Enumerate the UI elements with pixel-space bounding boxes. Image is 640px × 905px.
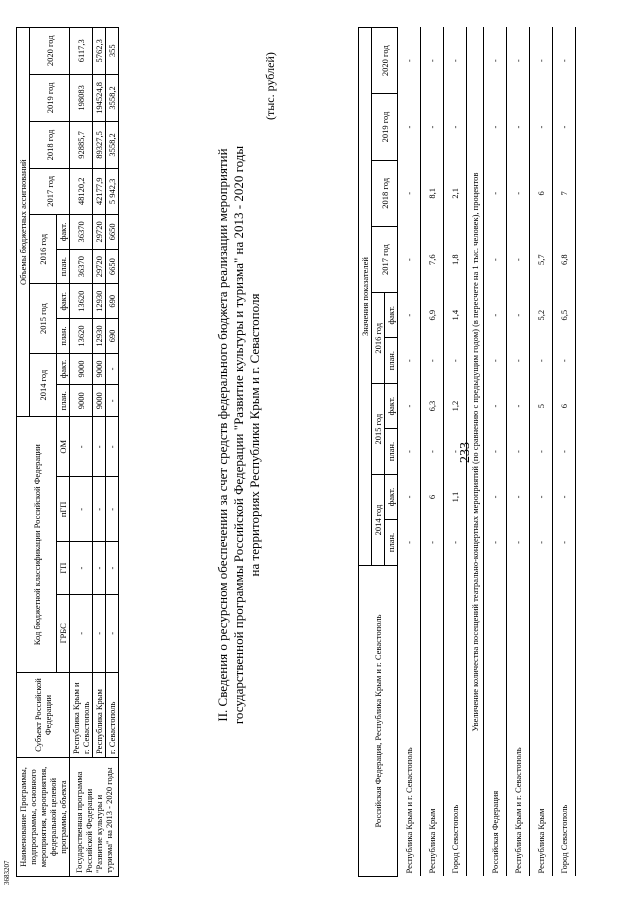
amount-cell: 9000 bbox=[70, 353, 93, 384]
code-cell: - bbox=[70, 594, 93, 672]
section-title-line: на территориях Республики Крым и г. Севастополя bbox=[247, 293, 262, 577]
program-name: Государственная программа Российской Федерации "Развитие культуры и туризма" на 2013 - 2020 годы bbox=[70, 758, 119, 877]
row-value: 1,8 bbox=[444, 226, 467, 292]
row-value: - bbox=[553, 94, 576, 160]
row-value: - bbox=[507, 94, 530, 160]
volumes-header: Объемы бюджетных ассигнований bbox=[17, 28, 30, 417]
indicators-table bbox=[358, 27, 576, 877]
table-row bbox=[70, 28, 93, 877]
amount-cell: - bbox=[106, 385, 119, 417]
row-value: - bbox=[421, 428, 444, 474]
code-cell: - bbox=[70, 477, 93, 542]
row-value: - bbox=[484, 226, 507, 292]
row-value: - bbox=[398, 384, 421, 429]
amount-cell: 355 bbox=[106, 28, 119, 75]
amount-cell: 6650 bbox=[106, 249, 119, 284]
table-row bbox=[553, 28, 576, 877]
row-value: - bbox=[398, 226, 421, 292]
row-value: - bbox=[507, 428, 530, 474]
subject-cell: г. Севастополь bbox=[106, 673, 119, 758]
row-value: - bbox=[421, 338, 444, 384]
row-name: Город Севастополь bbox=[444, 566, 467, 877]
year-header: 2016 год bbox=[372, 293, 385, 384]
code-cell: - bbox=[93, 542, 106, 594]
year-header: 2018 год bbox=[372, 160, 398, 226]
row-value: - bbox=[421, 519, 444, 565]
amount-cell: 9000 bbox=[70, 385, 93, 417]
row-value: - bbox=[507, 338, 530, 384]
plan-header: план. bbox=[385, 519, 398, 565]
indicator-title-row: Увеличение количества посещений театрально-концертных мероприятий (по сравнению с предыдущим годом) (в пересчете на 1 тыс. человек), процентов bbox=[467, 28, 484, 877]
amount-cell: 36370 bbox=[70, 215, 93, 250]
row-value: 5,2 bbox=[530, 293, 553, 338]
row-value: - bbox=[507, 475, 530, 520]
row-name: Российская Федерация bbox=[484, 566, 507, 877]
year-header: 2019 год bbox=[372, 94, 398, 160]
subject-cell: Республика Крым bbox=[93, 673, 106, 758]
table-row bbox=[444, 28, 467, 877]
row-value: - bbox=[553, 28, 576, 94]
row-value: - bbox=[398, 293, 421, 338]
plan-header: план. bbox=[57, 319, 70, 354]
amount-cell: 36370 bbox=[70, 249, 93, 284]
fact-header: факт. bbox=[385, 475, 398, 520]
row-value: - bbox=[553, 475, 576, 520]
fact-header: факт. bbox=[57, 353, 70, 384]
section-title bbox=[215, 115, 263, 755]
name-header: Наименование Программы, подпрограммы, основного мероприятия, мероприятия, федеральной целевой программы, объекта bbox=[17, 758, 70, 877]
year-header: 2017 год bbox=[372, 226, 398, 292]
table-row bbox=[398, 28, 421, 877]
row-value: - bbox=[398, 94, 421, 160]
table-row bbox=[93, 28, 106, 877]
row-value: - bbox=[444, 94, 467, 160]
amount-cell: 89327,5 bbox=[93, 122, 106, 168]
units-label: (тыс. рублей) bbox=[263, 52, 277, 120]
amount-cell: 29720 bbox=[93, 249, 106, 284]
row-value: 6 bbox=[421, 475, 444, 520]
amount-cell: 3558,2 bbox=[106, 74, 119, 122]
row-value: - bbox=[530, 28, 553, 94]
plan-header: план. bbox=[385, 338, 398, 384]
row-value: - bbox=[530, 94, 553, 160]
amount-cell: 690 bbox=[106, 284, 119, 319]
code-cell: - bbox=[106, 417, 119, 477]
section-title-line: II. Сведения о ресурсном обеспечении за счет средств федерального бюджета реализации мероприятий bbox=[215, 148, 230, 722]
year-header: 2014 год bbox=[372, 475, 385, 566]
subject-cell: Республика Крым и г. Севастополь bbox=[70, 673, 93, 758]
code-col-header: ОМ bbox=[57, 417, 70, 477]
indicators-col1-header: Российская Федерация, Республика Крым и г. Севастополь bbox=[359, 566, 398, 877]
code-cell: - bbox=[93, 477, 106, 542]
amount-cell: 12930 bbox=[93, 284, 106, 319]
code-cell: - bbox=[106, 542, 119, 594]
row-value: - bbox=[507, 226, 530, 292]
code-cell: - bbox=[93, 417, 106, 477]
row-value: - bbox=[444, 519, 467, 565]
row-value: - bbox=[398, 28, 421, 94]
table-row bbox=[421, 28, 444, 877]
row-value: 2,1 bbox=[444, 160, 467, 226]
row-value: 5,7 bbox=[530, 226, 553, 292]
row-value: - bbox=[484, 293, 507, 338]
row-value: - bbox=[484, 519, 507, 565]
fact-header: факт. bbox=[385, 384, 398, 429]
amount-cell: 194524,8 bbox=[93, 74, 106, 122]
table-row bbox=[106, 28, 119, 877]
code-col-header: ГРБС bbox=[57, 594, 70, 672]
row-name: Республика Крым и г. Севастополь bbox=[398, 566, 421, 877]
amount-cell: 12930 bbox=[93, 319, 106, 354]
code-cell: - bbox=[106, 477, 119, 542]
code-cell: - bbox=[70, 417, 93, 477]
row-value: - bbox=[507, 28, 530, 94]
year-header: 2016 год bbox=[30, 215, 57, 284]
row-name: Республика Крым и г. Севастополь bbox=[507, 566, 530, 877]
row-value: 6,8 bbox=[553, 226, 576, 292]
code-col-header: ГП bbox=[57, 542, 70, 594]
row-value: - bbox=[530, 338, 553, 384]
amount-cell: 48120,2 bbox=[70, 168, 93, 214]
row-value: 1,4 bbox=[444, 293, 467, 338]
row-value: - bbox=[507, 384, 530, 429]
row-name: Республика Крым bbox=[530, 566, 553, 877]
code-col-header: пГП bbox=[57, 477, 70, 542]
row-value: - bbox=[530, 475, 553, 520]
year-header: 2019 год bbox=[30, 74, 70, 122]
row-value: - bbox=[530, 428, 553, 474]
row-name: Республика Крым bbox=[421, 566, 444, 877]
amount-cell: 92885,7 bbox=[70, 122, 93, 168]
amount-cell: 42177,9 bbox=[93, 168, 106, 214]
year-header: 2020 год bbox=[372, 28, 398, 94]
row-value: 6 bbox=[530, 160, 553, 226]
year-header: 2017 год bbox=[30, 168, 70, 214]
values-header: Значения показателей bbox=[359, 28, 372, 566]
table-row bbox=[530, 28, 553, 877]
funding-table bbox=[16, 27, 119, 877]
amount-cell: 690 bbox=[106, 319, 119, 354]
row-value: - bbox=[398, 160, 421, 226]
code-cell: - bbox=[106, 594, 119, 672]
row-name: Город Севастополь bbox=[553, 566, 576, 877]
row-value: 7 bbox=[553, 160, 576, 226]
plan-header: план. bbox=[385, 428, 398, 474]
fact-header: факт. bbox=[385, 293, 398, 338]
row-value: 1,1 bbox=[444, 475, 467, 520]
row-value: 7,6 bbox=[421, 226, 444, 292]
page-number: 233 bbox=[458, 442, 473, 463]
row-value: - bbox=[484, 28, 507, 94]
amount-cell: 6117,3 bbox=[70, 28, 93, 75]
row-value: - bbox=[530, 519, 553, 565]
year-header: 2018 год bbox=[30, 122, 70, 168]
row-value: 6,3 bbox=[421, 384, 444, 429]
code-cell: - bbox=[70, 542, 93, 594]
plan-header: план. bbox=[57, 385, 70, 417]
row-value: - bbox=[553, 428, 576, 474]
code-header: Код бюджетной классификации Российской Федерации bbox=[17, 417, 57, 673]
row-value: - bbox=[484, 384, 507, 429]
amount-cell: 3558,2 bbox=[106, 122, 119, 168]
row-value: 6 bbox=[553, 384, 576, 429]
amount-cell: 9000 bbox=[93, 353, 106, 384]
row-value: - bbox=[421, 94, 444, 160]
year-header: 2020 год bbox=[30, 28, 70, 75]
row-value: - bbox=[553, 519, 576, 565]
amount-cell: 5 942,3 bbox=[106, 168, 119, 214]
row-value: 6,9 bbox=[421, 293, 444, 338]
amount-cell: - bbox=[106, 353, 119, 384]
year-header: 2015 год bbox=[372, 384, 385, 475]
row-value: - bbox=[421, 28, 444, 94]
amount-cell: 13620 bbox=[70, 319, 93, 354]
year-header: 2015 год bbox=[30, 284, 57, 353]
row-value: - bbox=[444, 338, 467, 384]
row-value: - bbox=[444, 28, 467, 94]
table-row bbox=[484, 28, 507, 877]
amount-cell: 198083 bbox=[70, 74, 93, 122]
amount-cell: 9000 bbox=[93, 385, 106, 417]
amount-cell: 5762,3 bbox=[93, 28, 106, 75]
row-value: - bbox=[484, 338, 507, 384]
amount-cell: 13620 bbox=[70, 284, 93, 319]
row-value: 6,5 bbox=[553, 293, 576, 338]
row-value: - bbox=[507, 160, 530, 226]
row-value: - bbox=[398, 519, 421, 565]
row-value: 1,2 bbox=[444, 384, 467, 429]
row-value: - bbox=[484, 428, 507, 474]
row-value: - bbox=[553, 338, 576, 384]
row-value: - bbox=[398, 475, 421, 520]
subject-header: Субъект Российской Федерации bbox=[17, 673, 70, 758]
row-value: - bbox=[484, 160, 507, 226]
amount-cell: 6650 bbox=[106, 215, 119, 250]
row-value: - bbox=[484, 94, 507, 160]
row-value: - bbox=[507, 293, 530, 338]
row-value: - bbox=[398, 428, 421, 474]
row-value: - bbox=[398, 338, 421, 384]
fact-header: факт. bbox=[57, 215, 70, 250]
year-header: 2014 год bbox=[30, 353, 57, 417]
amount-cell: 29720 bbox=[93, 215, 106, 250]
row-value: - bbox=[484, 475, 507, 520]
table-row bbox=[507, 28, 530, 877]
fact-header: факт. bbox=[57, 284, 70, 319]
section-title-line: государственной программы Российской Федерации "Развитие культуры и туризма" на 2013 - 2020 годы bbox=[231, 145, 246, 725]
row-value: 8,1 bbox=[421, 160, 444, 226]
document-code: 3683207 bbox=[3, 860, 11, 885]
plan-header: план. bbox=[57, 249, 70, 284]
row-value: - bbox=[507, 519, 530, 565]
row-value: 5 bbox=[530, 384, 553, 429]
code-cell: - bbox=[93, 594, 106, 672]
row-value: - bbox=[444, 428, 467, 474]
